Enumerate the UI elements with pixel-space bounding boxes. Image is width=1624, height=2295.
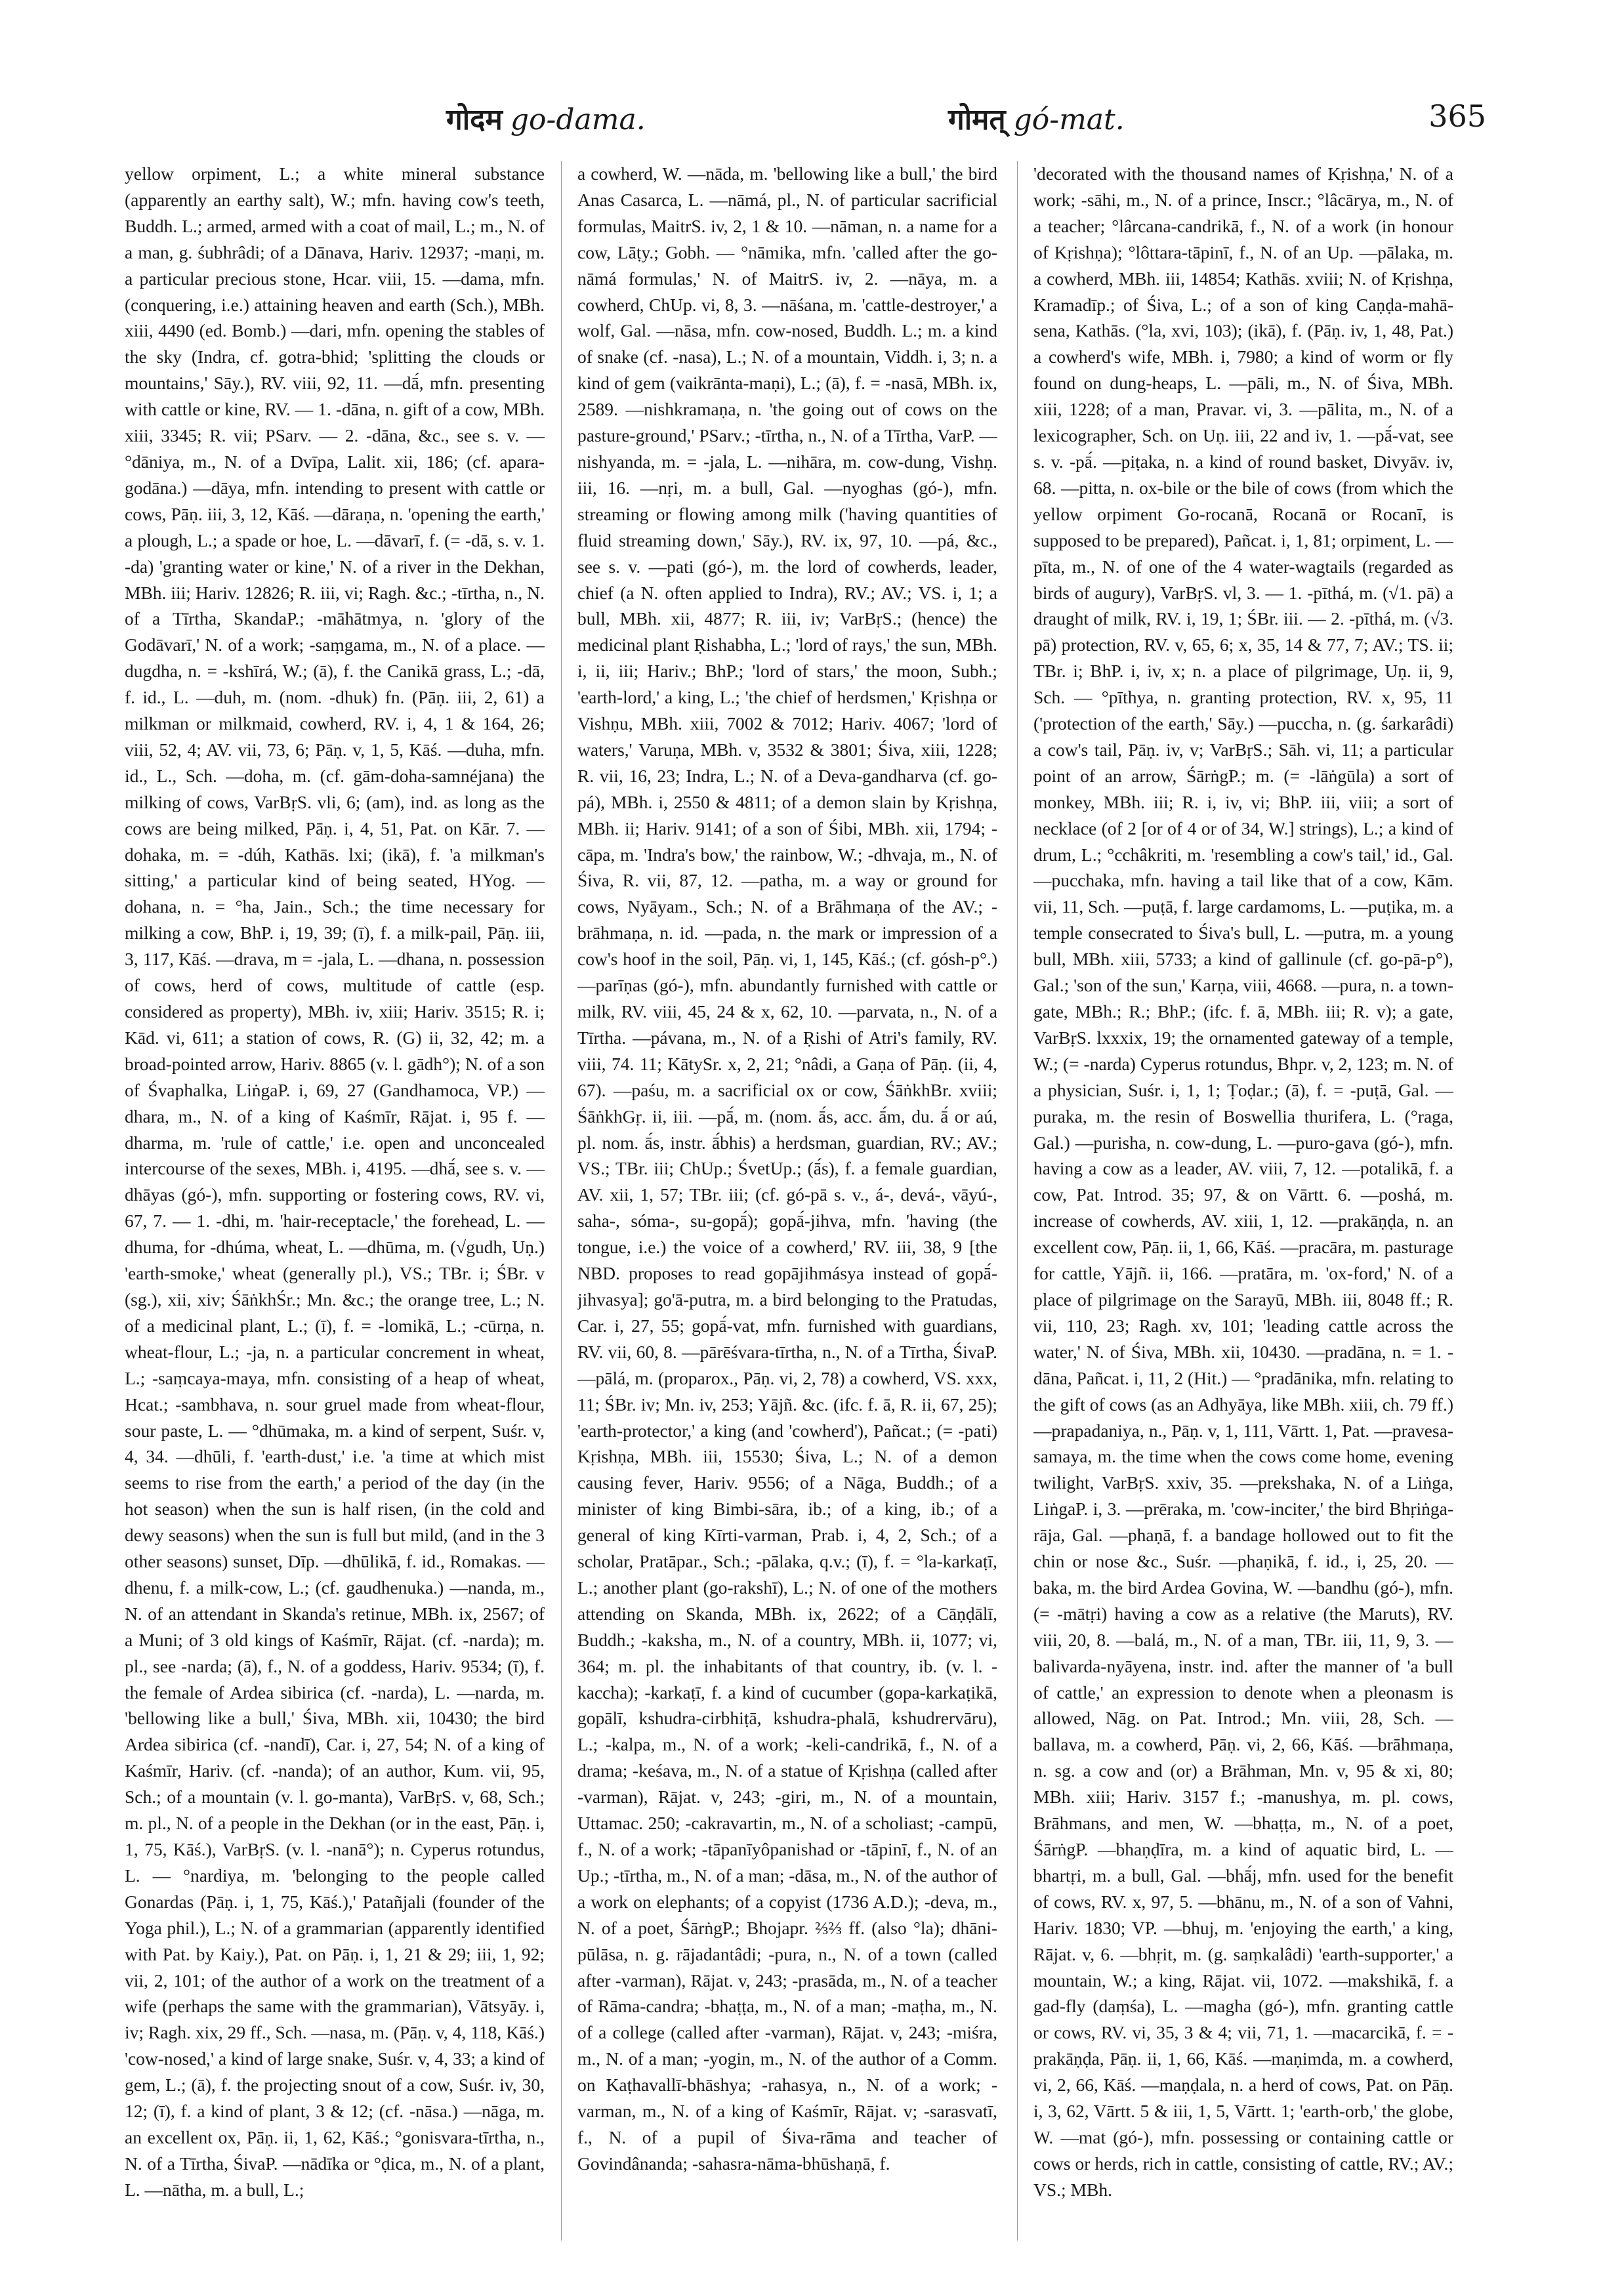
header-left-headword: [446, 98, 646, 138]
header-left-devanagari: गोदम: [446, 103, 503, 136]
header-middle-transliteration: gó-mat.: [1013, 103, 1125, 136]
header-left-transliteration: go-dama.: [510, 103, 646, 136]
running-header: [125, 98, 1486, 151]
text-column-2: [577, 161, 997, 2250]
header-middle-headword: [948, 98, 1125, 138]
page-number: 365: [1428, 98, 1486, 134]
column-divider: [561, 161, 562, 2241]
column-divider: [1017, 161, 1018, 2241]
header-middle-devanagari: गोमत्: [948, 103, 1006, 136]
column-1-text: yellow orpiment, L.; a white mineral substance (apparently an earthy salt), W.; mfn. having cow's teeth, Buddh. L.; armed, armed with a coat of mail, L.; m., N. of a man, g. śubhrâdi; of a Dānava, Hariv. 12937; -maṇi, m. a particular precious stone, Hcar. viii, 15. —dama, mfn. (conquering, i.e.) attaining heaven and earth (Sch.), MBh. xiii, 4490 (ed. Bomb.) —dari, mfn. opening the stables of the sky (Indra, cf. gotra-bhid; 'splitting the clouds or mountains,' Sāy.), RV. viii, 92, 11. —dā́, mfn. presenting with cattle or kine, RV. — 1. -dāna, n. gift of a cow, MBh. xiii, 3345; R. vii; PSarv. — 2. -dāna, &c., see s. v. — °dāniya, m., N. of a Dvīpa, Lalit. xii, 186; (cf. apara-godāna.) —dāya, mfn. intending to present with cattle or cows, Pāṇ. iii, 3, 12, Kāś. —dāraṇa, n. 'opening the earth,' a plough, L.; a spade or hoe, L. —dāvarī, f. (= -dā, s. v. 1. -da) 'granting water or kine,' N. of a river in the Dekhan, MBh. iii; Hariv. 12826; R. iii, vi; Ragh. &c.; -tīrtha, n., N. of a Tīrtha, SkandaP.; -māhātmya, n. 'glory of the Godāvarī,' N. of a work; -saṃgama, m., N. of a place. —dugdha, n. = -kshīrá, W.; (ā), f. the Canikā grass, L.; -dā, f. id., L. —duh, m. (nom. -dhuk) fn. (Pāṇ. iii, 2, 61) a milkman or milkmaid, cowherd, RV. i, 4, 1 & 164, 26; viii, 52, 4; AV. vii, 73, 6; Pāṇ. v, 1, 5, Kāś. —duha, mfn. id., L., Sch. —doha, m. (cf. gām-doha-samnéjana) the milking of cows, VarBṛS. vli, 6; (am), ind. as long as the cows are being milked, Pāṇ. i, 4, 51, Pat. on Kār. 7. —dohaka, m. = -dúh, Kathās. lxi; (ikā), f. 'a milkman's sitting,' a particular kind of being seated, HYog. —dohana, n. = °ha, Jain., Sch.; the time necessary for milking a cow, BhP. i, 19, 39; (ī), f. a milk-pail, Pāṇ. iii, 3, 117, Kāś. —drava, m = -jala, L. —dhana, n. possession of cows, herd of cows, multitude of cattle (esp. considered as property), MBh. iv, xiii; Hariv. 3515; R. i; Kād. vi, 611; a station of cows, R. (G) ii, 32, 42; m. a broad-pointed arrow, Hariv. 8865 (v. l. gādh°); N. of a son of Śvaphalka, LiṅgaP. i, 69, 27 (Gandhamoca, VP.) —dhara, m., N. of a king of Kaśmīr, Rājat. i, 95 f. —dharma, m. 'rule of cattle,' i.e. open and unconcealed intercourse of the sexes, MBh. i, 4195. —dhā́, see s. v. —dhāyas (gó-), mfn. supporting or fostering cows, RV. vi, 67, 7. — 1. -dhi, m. 'hair-receptacle,' the forehead, L. —dhuma, for -dhúma, wheat, L. —dhūma, m. (√gudh, Uṇ.) 'earth-smoke,' wheat (generally pl.), VS.; TBr. i; ŚBr. v (sg.), xii, xiv; ŚāṅkhŚr.; Mn. &c.; the orange tree, L.; N. of a medicinal plant, L.; (ī), f. = -lomikā, L.; -cūrṇa, n. wheat-flour, L.; -ja, n. a particular concrement in wheat, L.; -saṃcaya-maya, mfn. consisting of a heap of wheat, Hcat.; -sambhava, n. sour gruel made from wheat-flour, sour paste, L. — °dhūmaka, m. a kind of serpent, Suśr. v, 4, 34. —dhūli, f. 'earth-dust,' i.e. 'a time at which mist seems to rise from the earth,' a period of the day (in the hot season) when the sun is half risen, (in the cold and dewy seasons) when the sun is full but mild, (and in the 3 other seasons) sunset, Dīp. —dhūlikā, f. id., Romakas. —dhenu, f. a milk-cow, L.; (cf. gaudhenuka.) —nanda, m., N. of an attendant in Skanda's retinue, MBh. ix, 2567; of a Muni; of 3 old kings of Kaśmīr, Rājat. (cf. -narda); m. pl., see -narda; (ā), f., N. of a goddess, Hariv. 9534; (ī), f. the female of Ardea sibirica (cf. -narda), L. —narda, m. 'bellowing like a bull,' Śiva, MBh. xii, 10430; the bird Ardea sibirica (cf. -nandī), Car. i, 27, 54; N. of a king of Kaśmīr, Hariv. (cf. -nanda); of an author, Kum. vii, 95, Sch.; of a mountain (v. l. go-manta), VarBṛS. v, 68, Sch.; m. pl., N. of a people in the Dekhan (or in the east, Pāṇ. i, 1, 75, Kāś.), VarBṛS. (v. l. -nanā°); n. Cyperus rotundus, L. — °nardiya, m. 'belonging to the people called Gonardas (Pāṇ. i, 1, 75, Kāś.),' Patañjali (founder of the Yoga phil.), L.; N. of a grammarian (apparently identified with Pat. by Kaiy.), Pat. on Pāṇ. i, 1, 21 & 29; iii, 1, 92; vii, 2, 101; of the author of a work on the treatment of a wife (perhaps the same with the grammarian), Vātsyāy. i, iv; Ragh. xix, 29 ff., Sch. —nasa, m. (Pāṇ. v, 4, 118, Kāś.) 'cow-nosed,' a kind of large snake, Suśr. v, 4, 33; a kind of gem, L.; (ā), f. the projecting snout of a cow, Suśr. iv, 30, 12; (ī), f. a kind of plant, 3 & 12; (cf. -nāsa.) —nāga, m. an excellent ox, Pāṇ. ii, 1, 62, Kāś.; °gonisvara-tīrtha, n., N. of a Tīrtha, ŚivaP. —nādīka or °ḍica, m., N. of a plant, L. —nātha, m. a bull, L.;: [125, 163, 545, 2200]
column-2-text: a cowherd, W. —nāda, m. 'bellowing like a bull,' the bird Anas Casarca, L. —nāmá, pl., N. of particular sacrificial formulas, MaitrS. iv, 2, 1 & 10. —nāman, n. a name for a cow, Lāṭy.; Gobh. — °nāmika, mfn. 'called after the go-nāmá formulas,' N. of MaitrS. iv, 2. —nāya, m. a cowherd, ChUp. vi, 8, 3. —nāśana, m. 'cattle-destroyer,' a wolf, Gal. —nāsa, mfn. cow-nosed, Buddh. L.; m. a kind of snake (cf. -nasa), L.; N. of a mountain, Viddh. i, 3; n. a kind of gem (vaikrānta-maṇi), L.; (ā), f. = -nasā, MBh. ix, 2589. —nishkramaṇa, n. 'the going out of cows on the pasture-ground,' PSarv.; -tīrtha, n., N. of a Tīrtha, VarP. —nishyanda, m. = -jala, L. —nihāra, m. cow-dung, Vishṇ. iii, 16. —nṛi, m. a bull, Gal. —nyoghas (gó-), mfn. streaming or flowing among milk ('having quantities of fluid streaming down,' Sāy.), RV. ix, 97, 10. —pá, &c., see s. v. —pati (gó-), m. the lord of cowherds, leader, chief (a N. often applied to Indra), RV.; AV.; VS. i, 1; a bull, MBh. xii, 4877; R. iii, iv; VarBṛS.; (hence) the medicinal plant Ṛishabha, L.; 'lord of rays,' the sun, MBh. i, ii, iii; Hariv.; BhP.; 'lord of stars,' the moon, Subh.; 'earth-lord,' a king, L.; 'the chief of herdsmen,' Kṛishṇa or Vishṇu, MBh. xiii, 7002 & 7012; Hariv. 4067; 'lord of waters,' Varuṇa, MBh. v, 3532 & 3801; Śiva, xiii, 1228; R. vii, 16, 23; Indra, L.; N. of a Deva-gandharva (cf. go-pá), MBh. i, 2550 & 4811; of a demon slain by Kṛishṇa, MBh. ii; Hariv. 9141; of a son of Śibi, MBh. xii, 1794; -cāpa, m. 'Indra's bow,' the rainbow, W.; -dhvaja, m., N. of Śiva, R. vii, 87, 12. —patha, m. a way or ground for cows, Nyāyam., Sch.; N. of a Brāhmaṇa of the AV.; -brāhmaṇa, n. id. —pada, n. the mark or impression of a cow's hoof in the soil, Pāṇ. vi, 1, 145, Kāś.; (cf. gósh-p°.) —parīṇas (gó-), mfn. abundantly furnished with cattle or milk, RV. viii, 45, 24 & x, 62, 10. —parvata, n., N. of a Tīrtha. —pávana, m., N. of a Ṛishi of Atri's family, RV. viii, 74. 11; KātySr. x, 2, 21; °nâdi, a Gaṇa of Pāṇ. (ii, 4, 67). —paśu, m. a sacrificial ox or cow, ŚāṅkhBr. xviii; ŚāṅkhGṛ. ii, iii. —pā́, m. (nom. ā́s, acc. ā́m, du. ā́ or aú, pl. nom. ā́s, instr. ā́bhis) a herdsman, guardian, RV.; AV.; VS.; TBr. iii; ChUp.; ŚvetUp.; (ā́s), f. a female guardian, AV. xii, 1, 57; TBr. iii; (cf. gó-pā s. v., á-, devá-, vāyú-, saha-, sóma-, su-gopā́); gopā́-jihva, mfn. 'having (the tongue, i.e.) the voice of a cowherd,' RV. iii, 38, 9 [the NBD. proposes to read gopājihmásya instead of gopā́-jihvasya]; go'ā-putra, m. a bird belonging to the Pratudas, Car. i, 27, 55; gopā́-vat, mfn. furnished with guardians, RV. vii, 60, 8. —pārēśvara-tīrtha, n., N. of a Tīrtha, ŚivaP. —pālá, m. (proparox., Pāṇ. vi, 2, 78) a cowherd, VS. xxx, 11; ŚBr. iv; Mn. iv, 253; Yājñ. &c. (ifc. f. ā, R. ii, 67, 25); 'earth-protector,' a king (and 'cowherd'), Pañcat.; (= -pati) Kṛishṇa, MBh. iii, 15530; Śiva, L.; N. of a demon causing fever, Hariv. 9556; of a Nāga, Buddh.; of a minister of king Bimbi-sāra, ib.; of a king, ib.; of a general of king Kīrti-varman, Prab. i, 4, 2, Sch.; of a scholar, Pratāpar., Sch.; -pālaka, q.v.; (ī), f. = °la-karkaṭī, L.; another plant (go-rakshī), L.; N. of one of the mothers attending on Skanda, MBh. ix, 2622; of a Cāṇḍālī, Buddh.; -kaksha, m., N. of a country, MBh. ii, 1077; vi, 364; m. pl. the inhabitants of that country, ib. (v. l. -kaccha); -karkaṭī, f. a kind of cucumber (gopa-karkaṭikā, gopālī, kshudra-cirbhiṭā, kshudra-phalā, kshudrervāru), L.; -kalpa, m., N. of a work; -keli-candrikā, f., N. of a drama; -keśava, m., N. of a statue of Kṛishṇa (called after -varman), Rājat. v, 243; -giri, m., N. of a mountain, Uttamac. 250; -cakravartin, m., N. of a scholiast; -campū, f., N. of a work; -tāpanīyôpanishad or -tāpinī, f., N. of an Up.; -tīrtha, m., N. of a man; -dāsa, m., N. of the author of a work on elephants; of a copyist (1736 A.D.); -deva, m., N. of a poet, ŚārṅgP.; Bhojapr. ⅔⅔ ff. (also °la); dhāni-pūlāsa, n. g. rājadantâdi; -pura, n., N. of a town (called after -varman), Rājat. v, 243; -prasāda, m., N. of a teacher of Rāma-candra; -bhaṭṭa, m., N. of a man; -maṭha, m., N. of a college (called after -varman), Rājat. v, 243; -miśra, m., N. of a man; -yogin, m., N. of the author of a Comm. on Kaṭhavallī-bhāshya; -rahasya, n., N. of a work; -varman, m., N. of a king of Kaśmīr, Rājat. v; -sarasvatī, f., N. of a pupil of Śiva-rāma and teacher of Govindânanda; -sahasra-nāma-bhūshaṇā, f.: [577, 163, 997, 2174]
text-column-1: [125, 161, 545, 2250]
text-column-3: [1033, 161, 1453, 2250]
column-3-text: 'decorated with the thousand names of Kṛishṇa,' N. of a work; -sāhi, m., N. of a prince, Inscr.; °lâcārya, m., N. of a teacher; °lârcana-candrikā, f., N. of a work (in honour of Kṛishṇa); °lôttara-tāpinī, f., N. of an Up. —pālaka, m. a cowherd, MBh. iii, 14854; Kathās. xviii; N. of Kṛishṇa, Kramadīp.; of Śiva, L.; of a son of king Caṇḍa-mahā-sena, Kathās. (°la, xvi, 103); (ikā), f. (Pāṇ. iv, 1, 48, Pat.) a cowherd's wife, MBh. i, 7980; a kind of worm or fly found on dung-heaps, L. —pāli, m., N. of Śiva, MBh. xiii, 1228; of a man, Pravar. vi, 3. —pālita, m., N. of a lexicographer, Sch. on Uṇ. iii, 22 and iv, 1. —pā́-vat, see s. v. -pā́. —piṭaka, n. a kind of round basket, Divyāv. iv, 68. —pitta, n. ox-bile or the bile of cows (from which the yellow orpiment Go-rocanā, Rocanā or Rocanī, is supposed to be prepared), Pañcat. i, 1, 81; orpiment, L. —pīta, m., N. of one of the 4 water-wagtails (regarded as birds of augury), VarBṛS. vl, 3. — 1. -pīthá, m. (√1. pā) a draught of milk, RV. i, 19, 1; ŚBr. iii. — 2. -pīthá, m. (√3. pā) protection, RV. v, 65, 6; x, 35, 14 & 77, 7; AV.; TS. ii; TBr. i; BhP. i, iv, x; n. a place of pilgrimage, Uṇ. ii, 9, Sch. — °pīthya, n. granting protection, RV. x, 95, 11 ('protection of the earth,' Sāy.) —puccha, n. (g. śarkarâdi) a cow's tail, Pāṇ. iv, v; VarBṛS.; Sāh. vi, 11; a particular point of an arrow, ŚārṅgP.; m. (= -lāṅgūla) a sort of monkey, MBh. iii; R. i, iv, vi; BhP. iii, viii; a sort of necklace (of 2 [or of 4 or of 34, W.] strings), L.; a kind of drum, L.; °cchâkriti, m. 'resembling a cow's tail,' id., Gal. —pucchaka, mfn. having a tail like that of a cow, Kām. vii, 11, Sch. —puṭā, f. large cardamoms, L. —puṭika, m. a temple consecrated to Śiva's bull, L. —putra, m. a young bull, MBh. xiii, 5733; a kind of gallinule (cf. go-pā-p°), Gal.; 'son of the sun,' Karṇa, viii, 4668. —pura, n. a town-gate, MBh.; R.; BhP.; (ifc. f. ā, MBh. iii; R. v); a gate, VarBṛS. lxxxix, 19; the ornamented gateway of a temple, W.; (= -narda) Cyperus rotundus, Bhpr. v, 2, 123; m. N. of a physician, Suśr. i, 1, 1; Ṭoḍar.; (ā), f. = -puṭā, Gal. —puraka, m. the resin of Boswellia thurifera, L. (°raga, Gal.) —purisha, n. cow-dung, L. —puro-gava (gó-), mfn. having a cow as a leader, AV. viii, 7, 12. —potalikā, f. a cow, Pat. Introd. 35; 97, & on Vārtt. 6. —poshá, m. increase of cowherds, AV. xiii, 1, 12. —prakāṇḍa, n. an excellent cow, Pāṇ. ii, 1, 66, Kāś. —pracāra, m. pasturage for cattle, Yājñ. ii, 166. —pratāra, m. 'ox-ford,' N. of a place of pilgrimage on the Sarayū, MBh. iii, 8048 ff.; R. vii, 110, 23; Ragh. xv, 101; 'leading cattle across the water,' N. of Śiva, MBh. xii, 10430. —pradāna, n. = 1. -dāna, Pañcat. i, 11, 2 (Hit.) — °pradānika, mfn. relating to the gift of cows (as an Adhyāya, like MBh. xiii, ch. 79 ff.) —prapadaniya, n., Pāṇ. v, 1, 111, Vārtt. 1, Pat. —pravesa-samaya, m. the time when the cows come home, evening twilight, VarBṛS. xxiv, 35. —prekshaka, N. of a Liṅga, LiṅgaP. i, 3. —prēraka, m. 'cow-inciter,' the bird Bhṛiṅga-rāja, Gal. —phaṇā, f. a bandage hollowed out to fit the chin or nose &c., Suśr. —phaṇikā, f. id., i, 25, 20. —baka, m. the bird Ardea Govina, W. —bandhu (gó-), mfn. (= -mātṛi) having a cow as a relative (the Maruts), RV. viii, 20, 8. —balá, m., N. of a man, TBr. iii, 11, 9, 3. —balivarda-nyāyena, instr. ind. after the manner of 'a bull of cattle,' an expression to denote when a pleonasm is allowed, Nāg. on Pat. Introd.; Mn. viii, 28, Sch. —ballava, m. a cowherd, Pāṇ. vi, 2, 66, Kāś. —brāhmaṇa, n. sg. a cow and (or) a Brāhman, Mn. v, 95 & xi, 80; MBh. xiii; Hariv. 3157 f.; -manushya, m. pl. cows, Brāhmans, and men, W. —bhaṭṭa, m., N. of a poet, ŚārṅgP. —bhaṇḍīra, m. a kind of aquatic bird, L. —bhartṛi, m. a bull, Gal. —bhā́j, mfn. used for the benefit of cows, RV. x, 97, 5. —bhānu, m., N. of a son of Vahni, Hariv. 1830; VP. —bhuj, m. 'enjoying the earth,' a king, Rājat. v, 6. —bhṛit, m. (g. saṃkalâdi) 'earth-supporter,' a mountain, W.; a king, Rājat. vii, 1072. —makshikā, f. a gad-fly (daṃśa), L. —magha (gó-), mfn. granting cattle or cows, RV. vi, 35, 3 & 4; vii, 71, 1. —macarcikā, f. = -prakāṇḍa, Pāṇ. ii, 1, 66, Kāś. —maṇimda, m. a cowherd, vi, 2, 66, Kāś. —maṇḍala, n. a herd of cows, Pat. on Pāṇ. i, 3, 62, Vārtt. 5 & iii, 1, 5, Vārtt. 1; 'earth-orb,' the globe, W. —mat (gó-), mfn. possessing or containing cattle or cows or herds, rich in cattle, consisting of cattle, RV.; AV.; VS.; MBh.: [1033, 163, 1453, 2200]
